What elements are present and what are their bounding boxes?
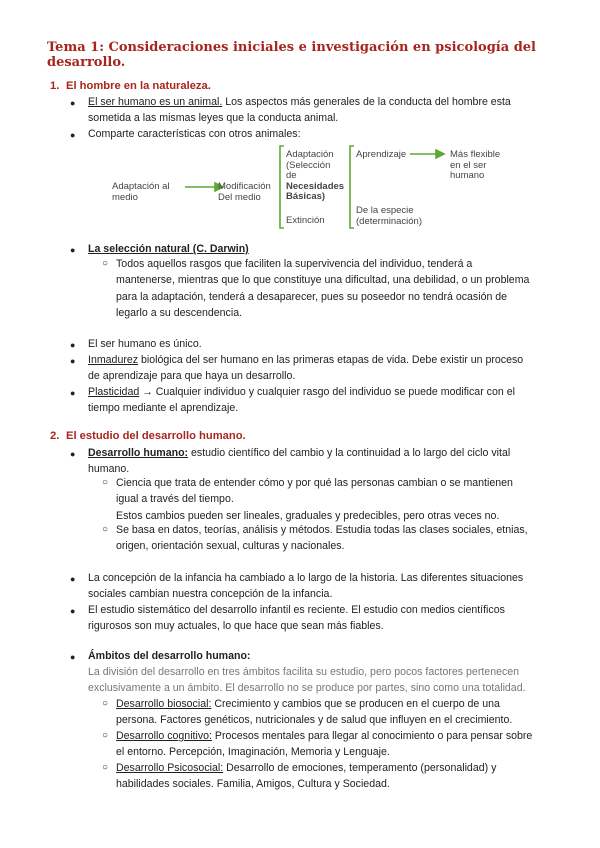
circle-bullet-icon: ○ (102, 730, 109, 741)
text-line: igual a través del tiempo. (116, 493, 234, 506)
bullet-icon: ● (70, 652, 76, 662)
text-line: sometida a las mismas leyes que la conducta animal. (88, 112, 339, 125)
node-extincion: Extinción (286, 215, 325, 226)
circle-bullet-icon: ○ (102, 477, 109, 488)
node-text: Adaptación al (112, 181, 170, 192)
paragraph (116, 522, 554, 555)
bullet-icon: ● (70, 388, 76, 398)
text-line: El estudio sistemático del desarrollo infantil es reciente. El estudio con medios científicos (88, 604, 505, 616)
text-line: exclusivamente a un ámbito. El desarrollo no se produce por partes, sino como una totalidad. (88, 682, 526, 695)
text-line: origen, orientación sexual, culturas y nacionales. (116, 540, 345, 553)
text-line: Todos aquellos rasgos que faciliten la supervivencia del individuo, tenderá a (116, 258, 473, 270)
text-line: el entorno. Percepción, Imaginación, Memoria y Lenguaje. (116, 746, 390, 759)
paragraph (88, 570, 554, 603)
node-seleccion (286, 150, 344, 203)
node-text: (determinación) (356, 215, 422, 227)
section-1-number: 1. (50, 80, 60, 92)
node-text: medio (112, 191, 138, 203)
node-text: Necesidades (286, 180, 345, 192)
paragraph (116, 760, 554, 793)
node-text: De la especie (356, 205, 414, 216)
text-line: Ámbitos del desarrollo humano: (88, 650, 251, 662)
text-line: Se basa en datos, teorías, análisis y métodos. Estudia todas las clases sociales, etnias, (116, 524, 528, 536)
underlined-term: Inmadurez (88, 354, 139, 366)
section-2-number: 2. (50, 430, 60, 442)
text-line: Comparte características con otros animales: (88, 128, 301, 140)
section-1-title: El hombre en la naturaleza. (66, 80, 211, 92)
text-line: para la adaptación, tenderá a desaparecer, pues su poseedor no tendrá ocasión de (116, 290, 508, 303)
circle-bullet-icon: ○ (102, 762, 109, 773)
node-adaptacion-medio (112, 182, 170, 203)
text-line: La división del desarrollo en tres ámbitos facilita su estudio, pero pocos factores pertenecen (88, 666, 520, 678)
paragraph (116, 475, 554, 524)
paragraph (88, 352, 554, 385)
text-line: Desarrollo de emociones, temperamento (personalidad) y (223, 762, 497, 774)
node-text: en el ser (450, 159, 487, 171)
text-line: biológica del ser humano en las primeras etapas de vida. Debe existir un proceso (138, 354, 524, 366)
bullet-icon: ● (70, 574, 76, 584)
node-text: Más flexible (450, 149, 501, 160)
underlined-term: Desarrollo cognitivo: (116, 730, 212, 742)
node-especie (356, 206, 422, 227)
arrowhead-icon (436, 150, 444, 158)
paragraph (88, 384, 554, 417)
underlined-term: Desarrollo biosocial: (116, 698, 212, 710)
node-text: Modificación (218, 181, 271, 192)
circle-bullet-icon: ○ (102, 698, 109, 709)
text-line: La concepción de la infancia ha cambiado a lo largo de la historia. Las diferentes situaciones (88, 572, 524, 584)
underlined-term: Desarrollo humano: (88, 447, 189, 459)
bracket-right (350, 146, 354, 228)
node-text: Del medio (218, 191, 261, 203)
node-aprendizaje: Aprendizaje (356, 149, 407, 160)
section-2-heading (50, 430, 246, 442)
paragraph (88, 445, 554, 478)
text-line: → Cualquier individuo y cualquier rasgo del individuo se puede modificar con el (139, 386, 515, 398)
bullet-icon: ● (70, 606, 76, 616)
underlined-term: Plasticidad (88, 386, 140, 398)
node-flexible (450, 150, 500, 182)
text-line: Estos cambios pueden ser lineales, graduales y predecibles, pero otras veces no. (116, 509, 500, 522)
circle-bullet-icon: ○ (102, 524, 109, 535)
node-modificacion (218, 182, 271, 203)
section-1-heading (50, 80, 211, 92)
bullet-icon: ● (70, 98, 76, 108)
adaptation-diagram (112, 142, 512, 232)
underlined-term: El ser humano es un animal. (88, 96, 223, 108)
text-line: legarlo a su descendencia. (116, 306, 243, 319)
text-line: Ciencia que trata de entender cómo y por qué las personas cambian o se mantienen (116, 477, 513, 489)
underlined-term: Desarrollo Psicosocial: (116, 762, 224, 774)
node-text: Básicas) (286, 191, 326, 202)
bullet-icon: ● (70, 356, 76, 366)
paragraph (116, 696, 554, 729)
page-title: Tema 1: Consideraciones iniciales e investigación en psicología del desarrollo. (47, 40, 536, 70)
text-line: rigurosos son muy actuales, lo que hace que sean más fiables. (88, 620, 384, 633)
paragraph (88, 664, 554, 697)
text-line: Crecimiento y cambios que se producen en el cuerpo de una (211, 698, 500, 710)
node-text: de (286, 170, 297, 181)
circle-bullet-icon: ○ (102, 258, 109, 269)
text-line: sociales cambian nuestra concepción de la infancia. (88, 588, 333, 601)
text-line: de aprendizaje para que haya un desarrollo. (88, 370, 296, 383)
bullet-icon: ● (70, 245, 76, 255)
text-line: Procesos mentales para llegar al conocimiento o para pensar sobre (211, 730, 533, 742)
text-line: El ser humano es único. (88, 338, 202, 350)
bullet-icon: ● (70, 449, 76, 459)
bullet-icon: ● (70, 340, 76, 350)
text-line: habilidades sociales. Familia, Amigos, Cultura y Sociedad. (116, 778, 390, 791)
text-line: persona. Factores genéticos, nutricionales y de salud que influyen en el crecimiento. (116, 714, 513, 727)
text-line: La selección natural (C. Darwin) (88, 243, 249, 255)
text-line: estudio científico del cambio y la continuidad a lo largo del ciclo vital (188, 447, 511, 459)
bracket-left (280, 146, 284, 228)
text-line: tiempo mediante el aprendizaje. (88, 402, 239, 415)
node-text: Adaptación (286, 149, 334, 160)
node-text: humano (450, 170, 485, 181)
text-line: Los aspectos más generales de la conducta del hombre esta (222, 96, 511, 108)
paragraph (116, 256, 554, 321)
paragraph (88, 602, 554, 635)
section-2-title: El estudio del desarrollo humano. (66, 430, 246, 442)
node-text: (Selección (286, 159, 331, 171)
text-line: mantenerse, mientras que lo que constituye una dificultad, una debilidad, o un problema (116, 274, 530, 287)
paragraph (116, 728, 554, 761)
text-line: humano. (88, 463, 130, 476)
paragraph (88, 94, 554, 127)
bullet-icon: ● (70, 130, 76, 140)
